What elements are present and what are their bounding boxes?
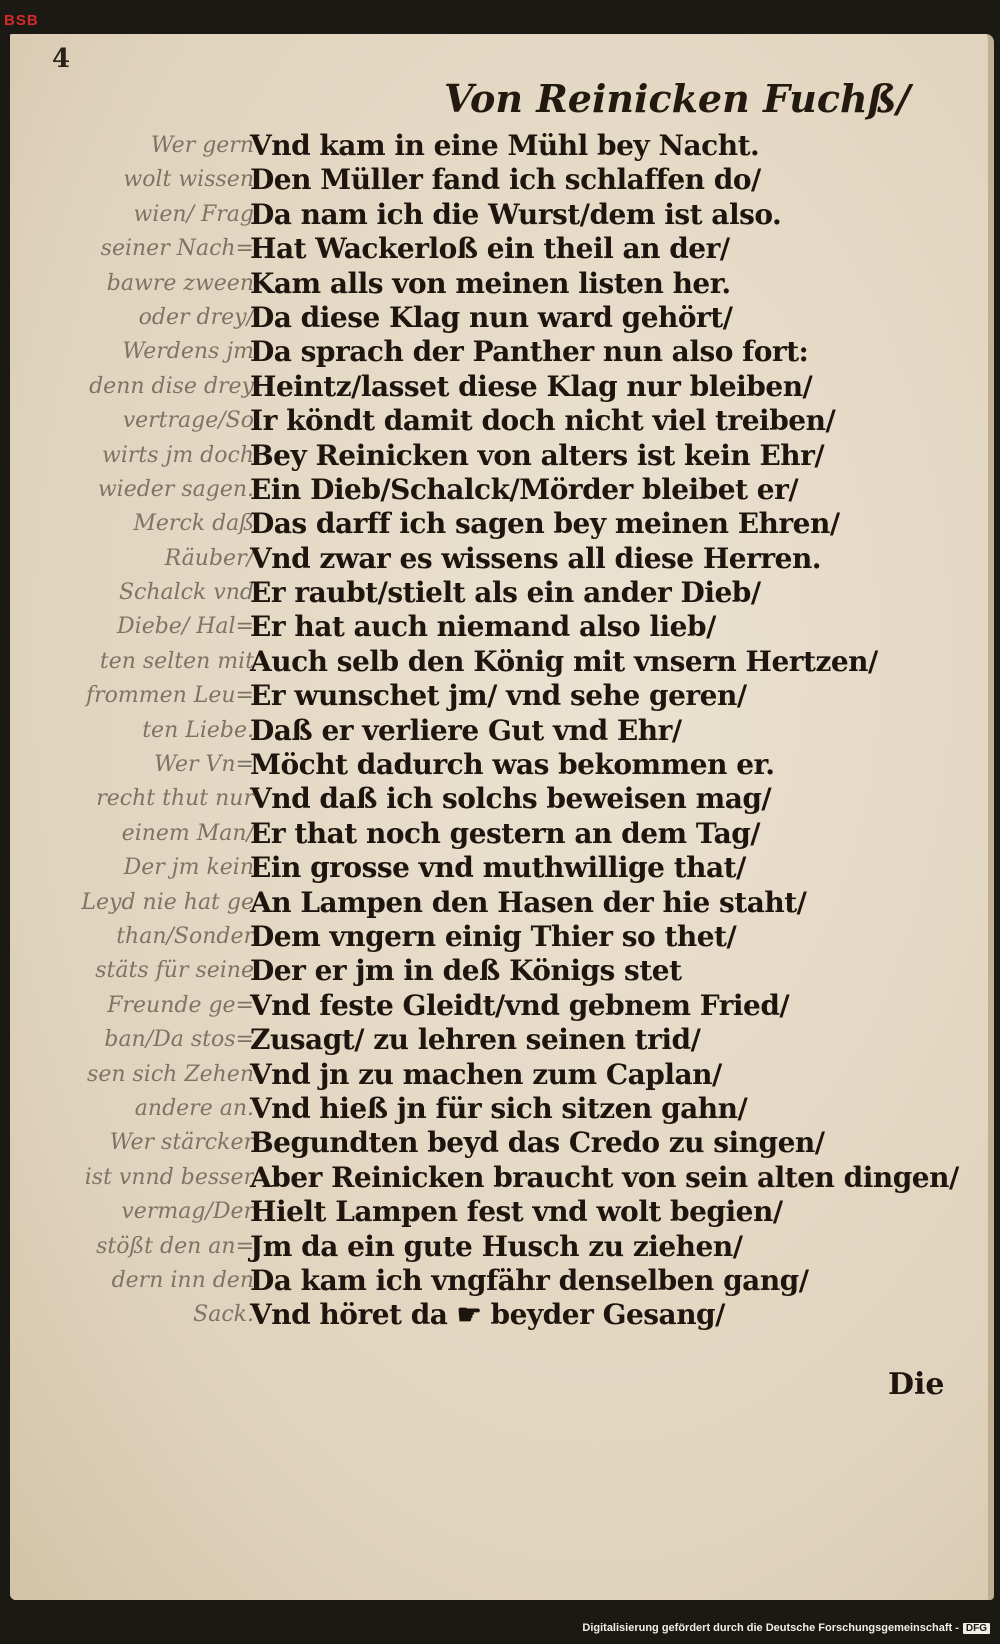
marginal-note: Sack. bbox=[193, 1302, 254, 1328]
running-head: Von Reinicken Fuchß/ bbox=[444, 76, 911, 121]
verse-line: Er raubt/stielt als ein ander Dieb/ bbox=[250, 576, 761, 610]
verse-line: Da nam ich die Wurst/dem ist also. bbox=[250, 197, 782, 231]
marginal-note: recht thut nur bbox=[96, 786, 254, 812]
verse-line: Vnd höret da ☛ beyder Gesang/ bbox=[250, 1298, 725, 1332]
verse-line: Begundten beyd das Credo zu singen/ bbox=[250, 1126, 825, 1160]
footer-credit bbox=[582, 1622, 990, 1634]
catchword: Die bbox=[888, 1367, 945, 1402]
marginal-note: Merck daß bbox=[133, 511, 254, 537]
library-mark: BSB bbox=[4, 12, 39, 29]
marginal-note: ban/Da stos= bbox=[104, 1027, 254, 1053]
marginal-note: frommen Leu= bbox=[85, 683, 254, 709]
footer-text: Digitalisierung gefördert durch die Deutsche Forschungsgemeinschaft - bbox=[582, 1622, 959, 1634]
marginal-note: seiner Nach= bbox=[100, 236, 254, 262]
verse-line: Das darff ich sagen bey meinen Ehren/ bbox=[250, 507, 840, 541]
verse-line: Den Müller fand ich schlaffen do/ bbox=[250, 163, 761, 197]
marginal-note: Werdens jm bbox=[122, 339, 254, 365]
marginal-note: wolt wissen bbox=[123, 167, 254, 193]
verse-line: Da sprach der Panther nun also fort: bbox=[250, 335, 809, 369]
verse-line: Ein grosse vnd muthwillige that/ bbox=[250, 851, 746, 885]
marginal-note: stäts für seine bbox=[95, 958, 254, 984]
book-page bbox=[10, 34, 994, 1600]
marginal-note: vermag/Der bbox=[121, 1199, 254, 1225]
verse-line: Ir köndt damit doch nicht viel treiben/ bbox=[250, 404, 836, 438]
verse-line: Aber Reinicken braucht von sein alten dingen/ bbox=[250, 1160, 959, 1194]
marginal-note: wirts jm doch bbox=[101, 442, 254, 468]
verse-line: Da diese Klag nun ward gehört/ bbox=[250, 300, 733, 334]
marginal-note: Schalck vnd bbox=[118, 580, 254, 606]
marginal-note: dern inn den bbox=[111, 1267, 254, 1293]
marginal-note: wieder sagen. bbox=[97, 476, 254, 502]
verse-line: Heintz/lasset diese Klag nur bleiben/ bbox=[250, 369, 813, 403]
marginal-note: Der jm kein bbox=[123, 855, 254, 881]
verse-line: Vnd hieß jn für sich sitzen gahn/ bbox=[250, 1091, 748, 1125]
verse-line: Möcht dadurch was bekommen er. bbox=[250, 748, 775, 782]
verse-line: Zusagt/ zu lehren seinen trid/ bbox=[250, 1023, 701, 1057]
marginal-note: vertrage/So bbox=[122, 408, 254, 434]
verse-lines bbox=[250, 129, 959, 1333]
dfg-logo: DFG bbox=[963, 1623, 990, 1634]
marginal-note: than/Sonder bbox=[116, 923, 254, 949]
marginal-notes bbox=[64, 129, 254, 1333]
marginal-note: ten selten mit bbox=[99, 648, 254, 674]
marginal-note: andere an. bbox=[134, 1095, 254, 1121]
marginal-note: Wer gern bbox=[150, 133, 254, 158]
verse-line: Vnd kam in eine Mühl bey Nacht. bbox=[250, 129, 760, 162]
marginal-note: bawre zween bbox=[106, 270, 254, 296]
marginal-note: sen sich Zehen bbox=[87, 1061, 254, 1087]
marginal-note: stößt den an= bbox=[96, 1233, 254, 1259]
marginal-note: denn dise drey bbox=[89, 373, 254, 399]
verse-line: Bey Reinicken von alters ist kein Ehr/ bbox=[250, 438, 825, 472]
verse-line: Er hat auch niemand also lieb/ bbox=[250, 610, 716, 644]
verse-line: Auch selb den König mit vnsern Hertzen/ bbox=[250, 644, 878, 678]
verse-line: Er that noch gestern an dem Tag/ bbox=[250, 816, 761, 850]
marginal-note: einem Man/ bbox=[121, 820, 254, 846]
verse-line: Vnd jn zu machen zum Caplan/ bbox=[250, 1057, 722, 1091]
page-number: 4 bbox=[52, 44, 71, 74]
verse-line: Ein Dieb/Schalck/Mörder bleibet er/ bbox=[250, 472, 799, 506]
marginal-note: Räuber/ bbox=[164, 545, 254, 571]
marginal-note: oder drey/ bbox=[138, 304, 254, 330]
verse-line: Vnd zwar es wissens all diese Herren. bbox=[250, 541, 822, 575]
marginal-note: wien/ Frag bbox=[133, 201, 254, 227]
verse-line: Er wunschet jm/ vnd sehe geren/ bbox=[250, 679, 747, 713]
verse-line: Der er jm in deß Königs stet bbox=[250, 954, 682, 988]
verse-line: Hat Wackerloß ein theil an der/ bbox=[250, 232, 730, 266]
verse-line: Kam alls von meinen listen her. bbox=[250, 266, 731, 300]
verse-line: Vnd feste Gleidt/vnd gebnem Fried/ bbox=[250, 988, 790, 1022]
verse-line: Hielt Lampen fest vnd wolt begien/ bbox=[250, 1195, 783, 1229]
marginal-note: ist vnnd besser bbox=[84, 1164, 254, 1190]
verse-line: Daß er verliere Gut vnd Ehr/ bbox=[250, 713, 682, 747]
marginal-note: Wer Vn= bbox=[154, 752, 254, 778]
verse-line: Da kam ich vngfähr denselben gang/ bbox=[250, 1263, 809, 1297]
verse-line: An Lampen den Hasen der hie staht/ bbox=[250, 885, 807, 919]
marginal-note: Leyd nie hat ge bbox=[81, 889, 254, 915]
marginal-note: Wer stärcker bbox=[109, 1130, 254, 1156]
marginal-note: ten Liebe. bbox=[142, 717, 254, 743]
verse-line: Vnd daß ich solchs beweisen mag/ bbox=[250, 782, 772, 816]
marginal-note: Diebe/ Hal= bbox=[117, 614, 254, 640]
verse-line: Dem vngern einig Thier so thet/ bbox=[250, 919, 737, 953]
marginal-note: Freunde ge= bbox=[107, 992, 254, 1018]
verse-line: Jm da ein gute Husch zu ziehen/ bbox=[250, 1229, 743, 1263]
